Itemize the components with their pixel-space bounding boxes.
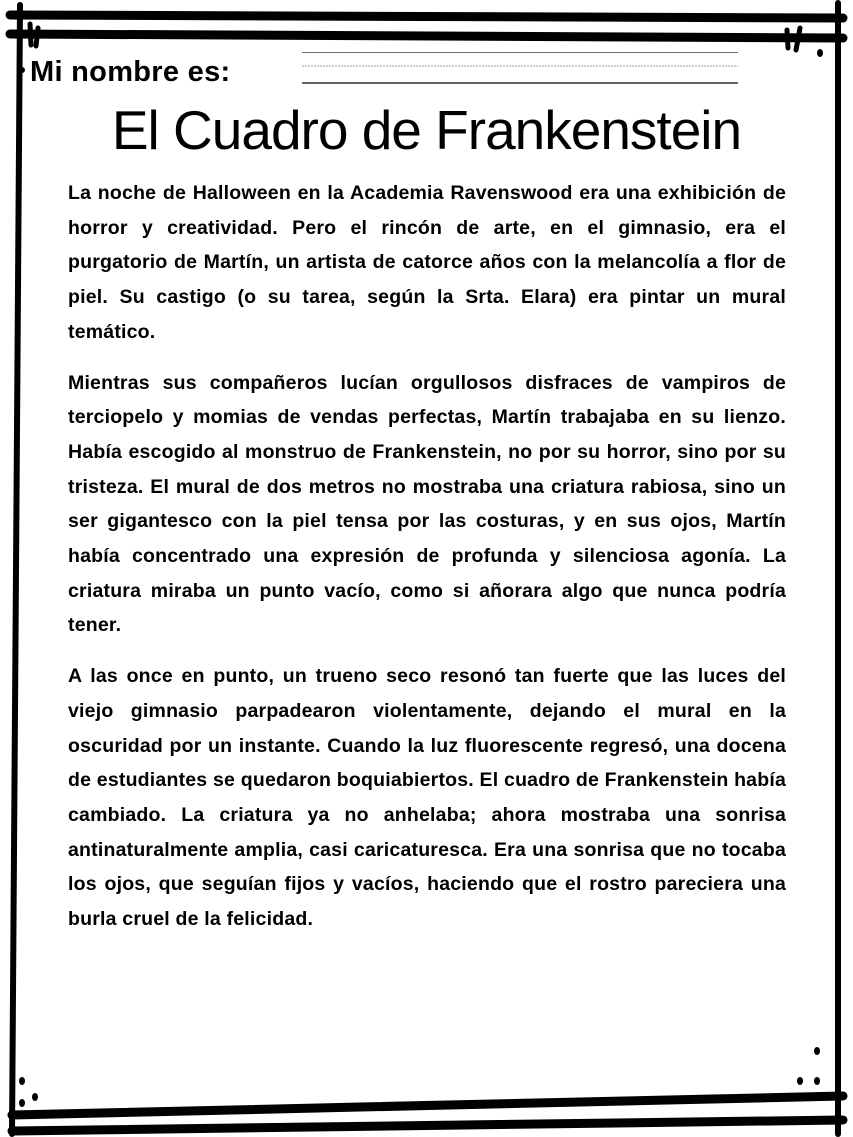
name-label: Mi nombre es: — [30, 56, 231, 88]
page-title: El Cuadro de Frankenstein — [111, 99, 742, 161]
story-text — [68, 176, 786, 953]
name-field-row — [30, 52, 231, 92]
story-paragraph: La noche de Halloween en la Academia Ravenswood era una exhibición de horror y creatividad. Pero el rincón de arte, en el gimnasio, era el purgatorio de Martín, un artista de catorce años con la melancolía a flor de piel. Su castigo (o su tarea, según la Srta. Elara) era pintar un mural temático. — [68, 182, 786, 343]
story-paragraph: A las once en punto, un trueno seco resonó tan fuerte que las luces del viejo gimnasio parpadearon violentamente, dejando el mural en la oscuridad por un instante. Cuando la luz fluorescente regresó, una docena de estudiantes se quedaron boquiabiertos. El cuadro de Frankenstein había cambiado. La criatura ya no anhelaba; ahora mostraba una sonrisa antinaturalmente amplia, casi caricaturesca. Era una sonrisa que no tocaba los ojos, que seguían fijos y vacíos, haciendo que el rostro pareciera una burla cruel de la felicidad. — [68, 665, 786, 931]
name-writing-lines[interactable] — [302, 52, 738, 86]
story-paragraph: Mientras sus compañeros lucían orgullosos disfraces de vampiros de terciopelo y momias de vendas perfectas, Martín trabajaba en su lienzo. Había escogido al monstruo de Frankenstein, no por su horror, sino por su tristeza. El mural de dos metros no mostraba una criatura rabiosa, sino un ser gigantesco con la piel tensa por las costuras, y en sus ojos, Martín había concentrado una expresión de profunda y silenciosa agonía. La criatura miraba un punto vacío, como si añorara algo que nunca podría tener. — [68, 371, 786, 637]
